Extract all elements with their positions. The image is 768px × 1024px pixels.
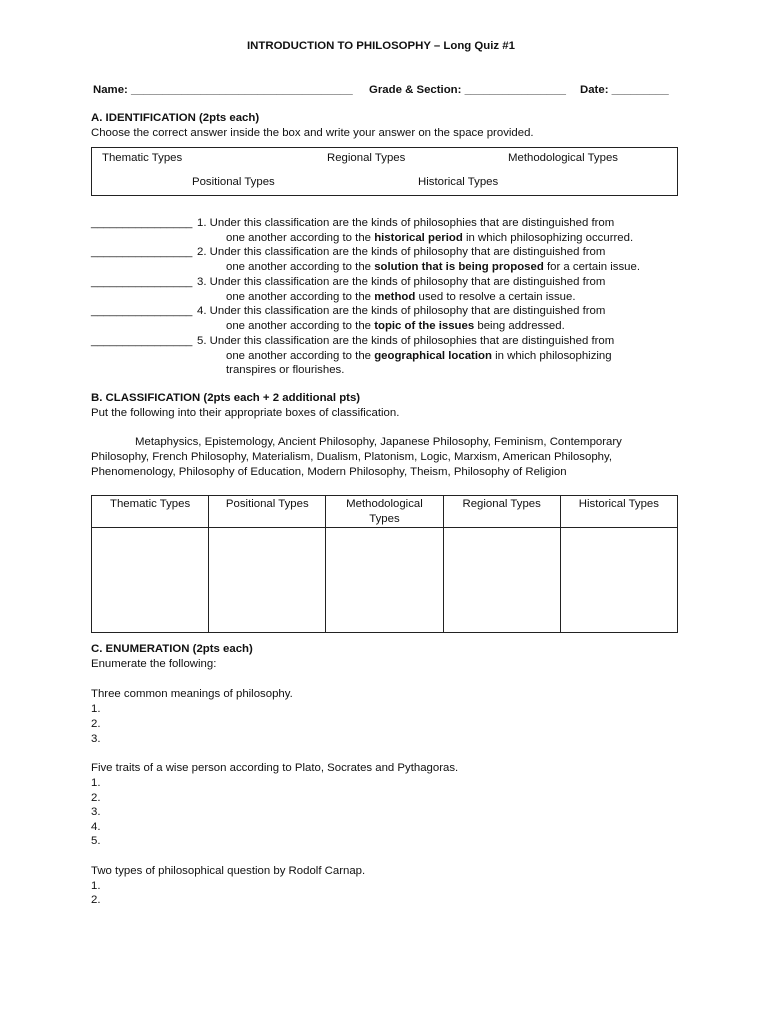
item-text: 2. Under this classification are the kinds of philosophy that are distinguished from <box>197 246 606 258</box>
quiz-title: INTRODUCTION TO PHILOSOPHY – Long Quiz #1 <box>247 40 515 52</box>
item-text-cont: one another according to the historical period in which philosophizing occurred. <box>226 232 634 244</box>
terms-line: Philosophy, French Philosophy, Materialism, Dualism, Platonism, Logic, Marxism, American Philosophy, <box>91 451 613 463</box>
choices-box <box>91 147 678 196</box>
answer-blank[interactable]: ________________ <box>91 276 193 288</box>
section-a-heading: A. IDENTIFICATION (2pts each) <box>91 112 260 124</box>
section-b-heading: B. CLASSIFICATION (2pts each + 2 additional pts) <box>91 392 361 404</box>
terms-line: Phenomenology, Philosophy of Education, Modern Philosophy, Theism, Philosophy of Religion <box>91 466 567 478</box>
enumeration-number: 2. <box>91 718 101 730</box>
enumeration-number: 5. <box>91 835 101 847</box>
enumeration-number: 3. <box>91 733 101 745</box>
enumeration-number: 1. <box>91 777 101 789</box>
item-text-cont: one another according to the geographical location in which philosophizing <box>226 350 612 362</box>
grade-section-field[interactable]: Grade & Section: ________________ <box>369 84 566 96</box>
item-text: 5. Under this classification are the kinds of philosophies that are distinguished from <box>197 335 615 347</box>
enumeration-number: 1. <box>91 880 101 892</box>
item-text: 3. Under this classification are the kinds of philosophy that are distinguished from <box>197 276 606 288</box>
section-c-instruction: Enumerate the following: <box>91 658 217 670</box>
choice-regional: Regional Types <box>327 152 406 164</box>
item-text-cont: transpires or flourishes. <box>226 364 345 376</box>
column-header-historical: Historical Types <box>560 496 677 528</box>
column-header-positional: Positional Types <box>209 496 326 528</box>
enumeration-number: 4. <box>91 821 101 833</box>
date-field[interactable]: Date: _________ <box>580 84 669 96</box>
answer-blank[interactable]: ________________ <box>91 217 193 229</box>
answer-cell-regional[interactable] <box>443 528 560 633</box>
choice-methodological: Methodological Types <box>508 152 618 164</box>
item-text-cont: one another according to the topic of the issues being addressed. <box>226 320 565 332</box>
enumeration-number: 2. <box>91 792 101 804</box>
answer-blank[interactable]: ________________ <box>91 246 193 258</box>
section-c-heading: C. ENUMERATION (2pts each) <box>91 643 253 655</box>
choice-historical: Historical Types <box>418 176 499 188</box>
answer-cell-positional[interactable] <box>209 528 326 633</box>
enumeration-number: 1. <box>91 703 101 715</box>
classification-table <box>91 495 678 633</box>
enumeration-number: 3. <box>91 806 101 818</box>
enumeration-prompt: Five traits of a wise person according to Plato, Socrates and Pythagoras. <box>91 762 459 774</box>
column-header-thematic: Thematic Types <box>92 496 209 528</box>
item-text-cont: one another according to the method used to resolve a certain issue. <box>226 291 576 303</box>
answer-cell-methodological[interactable] <box>326 528 443 633</box>
item-text-cont: one another according to the solution that is being proposed for a certain issue. <box>226 261 641 273</box>
column-header-methodological: Methodological Types <box>326 496 443 528</box>
enumeration-prompt: Two types of philosophical question by Rodolf Carnap. <box>91 865 366 877</box>
answer-cell-thematic[interactable] <box>92 528 209 633</box>
enumeration-prompt: Three common meanings of philosophy. <box>91 688 293 700</box>
choice-thematic: Thematic Types <box>102 152 183 164</box>
name-field[interactable]: Name: ___________________________________ <box>93 84 353 96</box>
terms-line: Metaphysics, Epistemology, Ancient Philosophy, Japanese Philosophy, Feminism, Contemporary <box>135 436 622 448</box>
answer-blank[interactable]: ________________ <box>91 305 193 317</box>
column-header-regional: Regional Types <box>443 496 560 528</box>
item-text: 1. Under this classification are the kinds of philosophies that are distinguished from <box>197 217 615 229</box>
answer-blank[interactable]: ________________ <box>91 335 193 347</box>
item-text: 4. Under this classification are the kinds of philosophy that are distinguished from <box>197 305 606 317</box>
section-b-instruction: Put the following into their appropriate boxes of classification. <box>91 407 400 419</box>
choice-positional: Positional Types <box>192 176 275 188</box>
answer-cell-historical[interactable] <box>560 528 677 633</box>
enumeration-number: 2. <box>91 894 101 906</box>
section-a-instruction: Choose the correct answer inside the box and write your answer on the space provided. <box>91 127 534 139</box>
